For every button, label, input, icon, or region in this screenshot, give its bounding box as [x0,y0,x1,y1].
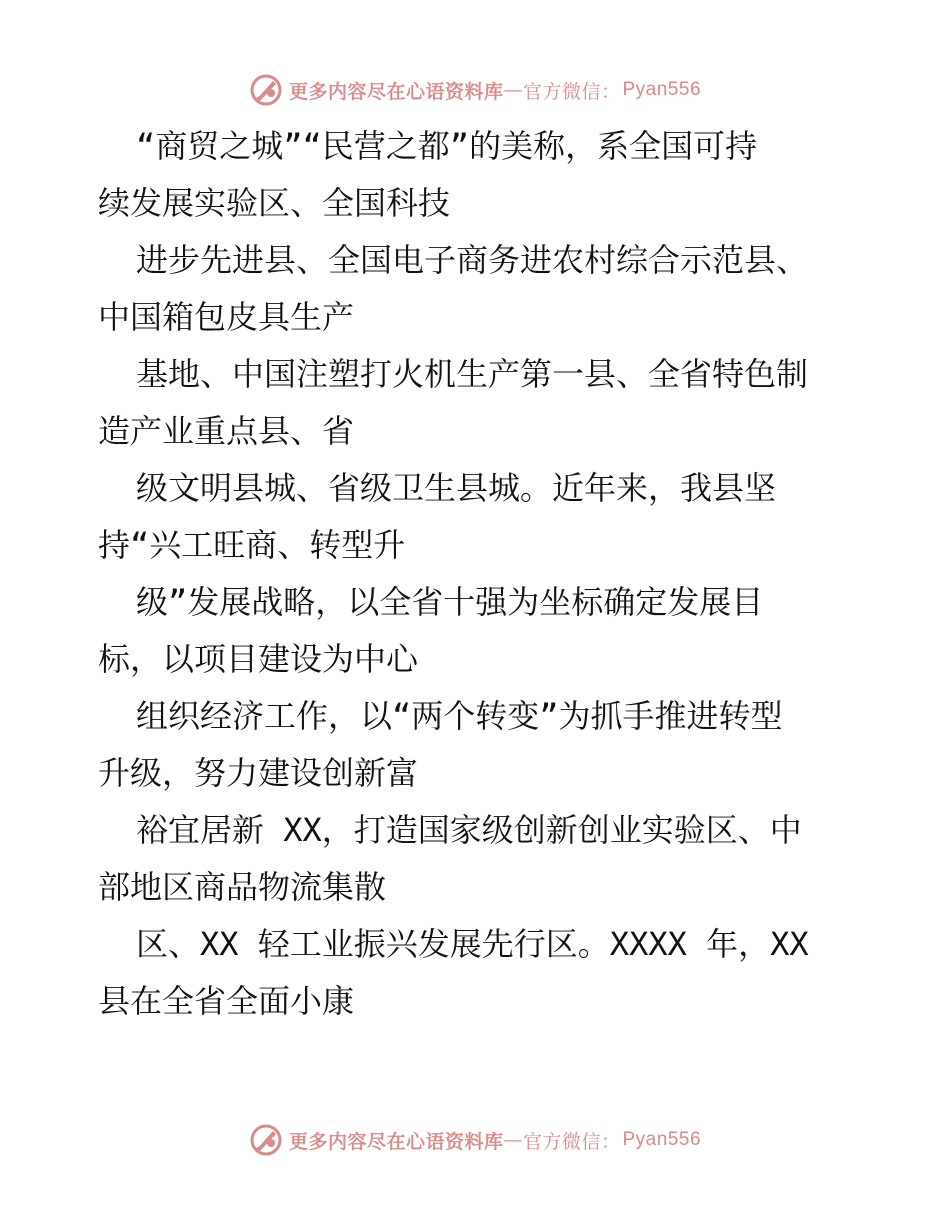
quill-logo-icon [249,73,283,107]
header-watermark-banner [0,70,950,110]
body-text-line: 持“兴工旺商、转型升 [98,526,406,564]
banner-wechat-label: 官方微信： [522,1130,621,1153]
body-text-line: 组织经济工作，以“两个转变”为抓手推进转型 [136,697,783,735]
body-text-line: 升级，努力建设创新富 [98,754,419,792]
document-body [98,118,868,1030]
quill-logo-icon [249,1123,283,1157]
body-text-line: 级”发展战略，以全省十强为坐标确定发展目 [136,583,764,621]
banner-wechat-id: Pyan556 [622,79,702,100]
banner-wechat-label: 官方微信： [522,80,621,103]
body-text-line: 进步先进县、全国电子商务进农村综合示范县、 [136,241,809,279]
banner-dash: — [503,1129,523,1151]
banner-brand-text: 更多内容尽在心语资料库 [288,1130,504,1153]
body-text-line: 中国箱包皮具生产 [98,298,355,336]
body-text-line: 部地区商品物流集散 [98,868,387,906]
body-text-line: 县在全省全面小康 [98,982,355,1020]
body-text-line: 级文明县城、省级卫生县城。近年来，我县坚 [136,469,777,507]
banner-brand-text: 更多内容尽在心语资料库 [288,80,504,103]
banner-wechat-id: Pyan556 [622,1129,702,1150]
body-text-line: 裕宜居新 XX，打造国家级创新创业实验区、中 [136,811,802,849]
body-text-line: 造产业重点县、省 [98,412,355,450]
footer-watermark-banner [0,1120,950,1160]
body-text-line: 标，以项目建设为中心 [98,640,419,678]
body-text-line: 续发展实验区、全国科技 [98,184,451,222]
body-text-line: 基地、中国注塑打火机生产第一县、全省特色制 [136,355,809,393]
body-text-line: 区、XX 轻工业振兴发展先行区。XXXX 年，XX [136,925,809,963]
banner-dash: — [503,79,523,101]
body-text-line: “商贸之城”“民营之都”的美称，系全国可持 [136,127,758,165]
